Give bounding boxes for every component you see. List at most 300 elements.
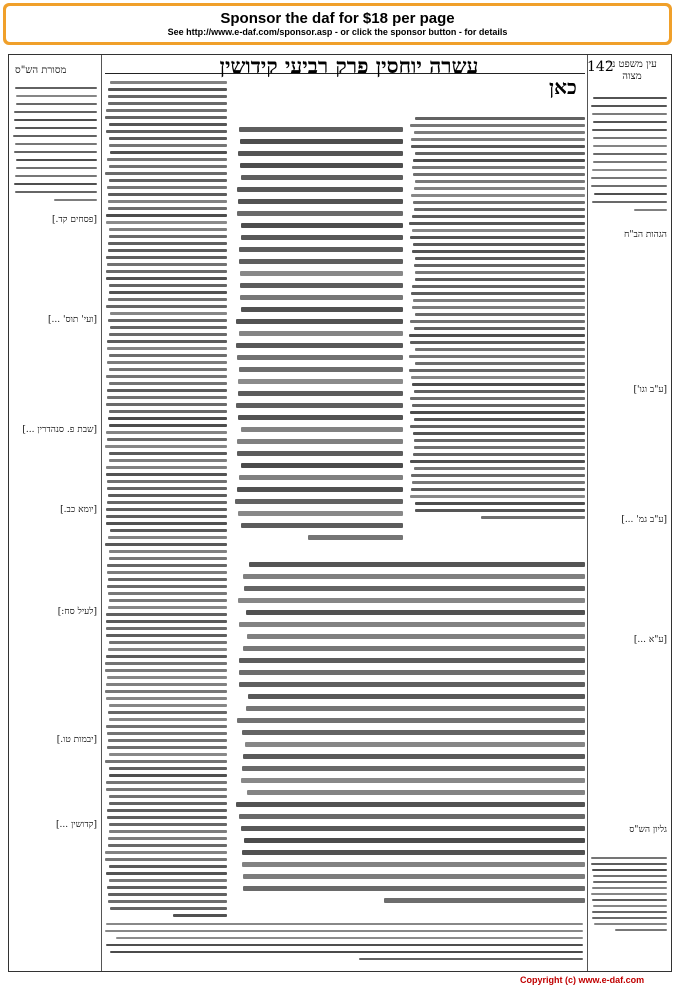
text-line — [106, 375, 227, 378]
text-line — [108, 242, 227, 245]
text-line — [415, 117, 585, 120]
text-line — [592, 869, 667, 871]
text-line — [107, 186, 228, 189]
text-line — [109, 137, 227, 140]
text-line — [105, 116, 227, 119]
text-line — [244, 586, 585, 591]
text-line — [106, 627, 227, 630]
text-line — [106, 403, 227, 406]
text-line — [107, 158, 227, 161]
text-line — [107, 501, 227, 504]
gemara-text-lower — [235, 560, 585, 910]
text-line — [14, 183, 97, 185]
text-line — [105, 690, 227, 693]
text-line — [413, 243, 585, 246]
text-line — [414, 131, 585, 134]
text-line — [109, 802, 227, 805]
text-line — [108, 578, 227, 581]
text-line — [110, 951, 583, 953]
text-line — [109, 354, 227, 357]
text-line — [593, 97, 667, 99]
text-line — [107, 809, 227, 812]
copyright-link[interactable]: Copyright (c) www.e-daf.com — [520, 975, 645, 985]
text-line — [109, 718, 227, 721]
text-line — [237, 187, 403, 192]
text-line — [412, 250, 585, 253]
text-line — [308, 535, 403, 540]
text-line — [107, 816, 227, 819]
text-line — [110, 529, 227, 532]
text-line — [593, 875, 667, 877]
text-line — [412, 215, 585, 218]
text-line — [241, 463, 403, 468]
talmud-page — [8, 54, 672, 972]
text-line — [109, 823, 227, 826]
text-line — [243, 874, 585, 879]
text-line — [107, 732, 227, 735]
text-line — [238, 511, 403, 516]
text-line — [594, 193, 667, 195]
text-line — [109, 452, 227, 455]
text-line — [106, 872, 227, 875]
text-line — [54, 199, 97, 201]
text-line — [413, 173, 585, 176]
text-line — [238, 598, 585, 603]
text-line — [107, 886, 227, 889]
text-line — [108, 536, 227, 539]
text-line — [592, 113, 667, 115]
text-line — [108, 648, 227, 651]
margin-ref: גליון הש"ס — [629, 825, 667, 835]
text-line — [106, 613, 227, 616]
text-line — [410, 236, 585, 239]
text-line — [411, 376, 585, 379]
text-line — [592, 169, 667, 171]
margin-ref: [שבת פ. סנהדרין ...] — [22, 425, 97, 435]
text-line — [592, 129, 667, 131]
text-line — [16, 167, 97, 169]
text-line — [15, 87, 97, 89]
text-line — [245, 742, 585, 747]
text-line — [107, 564, 227, 567]
text-line — [413, 432, 585, 435]
text-line — [239, 475, 403, 480]
text-line — [412, 404, 585, 407]
text-line — [109, 382, 227, 385]
text-line — [411, 194, 585, 197]
text-line — [108, 417, 227, 420]
text-line — [236, 802, 585, 807]
text-line — [105, 851, 227, 854]
text-line — [591, 893, 667, 895]
text-line — [105, 662, 227, 665]
text-line — [236, 343, 403, 348]
text-line — [411, 488, 585, 491]
text-line — [14, 119, 97, 121]
text-line — [109, 235, 227, 238]
text-line — [414, 418, 585, 421]
text-line — [409, 369, 585, 372]
text-line — [242, 766, 585, 771]
text-line — [412, 306, 585, 309]
text-line — [591, 857, 667, 859]
text-line — [110, 312, 227, 315]
text-line — [239, 814, 585, 819]
text-line — [106, 270, 227, 273]
text-line — [16, 103, 97, 105]
text-line — [108, 837, 227, 840]
text-line — [109, 179, 227, 182]
text-line — [106, 788, 227, 791]
text-line — [242, 850, 585, 855]
text-line — [106, 473, 227, 476]
text-line — [415, 152, 585, 155]
text-line — [108, 200, 227, 203]
gemara-text — [235, 125, 403, 545]
text-line — [107, 347, 227, 350]
text-line — [106, 725, 227, 728]
text-line — [241, 307, 403, 312]
text-line — [108, 249, 227, 252]
text-line — [107, 480, 227, 483]
text-line — [108, 102, 227, 105]
opening-word: כאן — [549, 75, 577, 99]
sponsor-subtitle[interactable]: See http://www.e-daf.com/sponsor.asp - or click the sponsor button - for details — [167, 27, 508, 37]
text-line — [14, 111, 97, 113]
text-line — [14, 151, 97, 153]
text-line — [106, 109, 227, 112]
text-line — [108, 298, 227, 301]
text-line — [415, 278, 585, 281]
text-line — [107, 396, 227, 399]
text-line — [239, 331, 403, 336]
text-line — [412, 383, 585, 386]
text-line — [243, 574, 585, 579]
text-line — [410, 341, 585, 344]
text-line — [240, 271, 404, 276]
text-line — [237, 355, 403, 360]
text-line — [412, 166, 585, 169]
text-line — [409, 222, 585, 225]
text-line — [108, 844, 227, 847]
text-line — [109, 795, 227, 798]
rashi-commentary — [409, 115, 585, 525]
text-line — [246, 610, 585, 615]
text-line — [593, 137, 667, 139]
text-line — [243, 886, 585, 891]
text-line — [15, 127, 97, 129]
text-line — [592, 917, 667, 919]
text-line — [110, 326, 227, 329]
text-line — [411, 474, 585, 477]
text-line — [110, 151, 227, 154]
text-line — [109, 774, 227, 777]
text-line — [238, 379, 403, 384]
margin-ref: [יבמות טו.] — [56, 735, 97, 745]
text-line — [243, 754, 585, 759]
text-line — [239, 670, 586, 675]
text-line — [410, 425, 585, 428]
text-line — [239, 127, 403, 132]
text-line — [237, 487, 403, 492]
text-line — [615, 929, 667, 931]
text-line — [240, 163, 403, 168]
text-line — [593, 145, 667, 147]
margin-ref: [ע"ב גמ' ...] — [621, 515, 667, 525]
text-line — [412, 285, 585, 288]
text-line — [412, 229, 585, 232]
text-line — [415, 271, 585, 274]
text-line — [241, 427, 403, 432]
text-line — [16, 95, 97, 97]
text-line — [413, 159, 585, 162]
masoret-hashas-title: מסורת הש"ס — [15, 65, 67, 76]
text-line — [109, 557, 227, 560]
text-line — [415, 313, 585, 316]
text-line — [237, 439, 403, 444]
text-line — [106, 620, 227, 623]
text-line — [106, 697, 227, 700]
text-line — [173, 914, 227, 917]
text-line — [241, 235, 403, 240]
text-line — [108, 592, 227, 595]
text-line — [591, 177, 667, 179]
text-line — [106, 508, 227, 511]
ein-mishpat-title: עין משפט נר מצוה — [607, 59, 657, 82]
text-line — [106, 305, 227, 308]
text-line — [105, 172, 227, 175]
text-line — [108, 900, 227, 903]
text-line — [592, 201, 668, 203]
text-line — [237, 718, 585, 723]
margin-ref: [לעיל סח:] — [57, 607, 97, 617]
text-line — [107, 389, 227, 392]
margin-ref: [יומא כב.] — [60, 505, 97, 515]
text-line — [109, 641, 227, 644]
text-line — [414, 327, 585, 330]
text-line — [238, 391, 403, 396]
text-line — [107, 487, 227, 490]
text-line — [414, 264, 585, 267]
text-line — [109, 368, 227, 371]
text-line — [106, 634, 227, 637]
text-line — [106, 655, 227, 658]
text-line — [106, 256, 227, 259]
text-line — [110, 907, 228, 910]
text-line — [16, 159, 97, 161]
text-line — [109, 410, 227, 413]
text-line — [238, 151, 403, 156]
text-line — [241, 223, 403, 228]
margin-ref: [ע"א ...] — [633, 635, 667, 645]
text-line — [13, 135, 97, 137]
text-line — [105, 669, 227, 672]
text-line — [109, 550, 227, 553]
text-line — [106, 431, 227, 434]
column-divider-right — [587, 55, 588, 971]
text-line — [591, 105, 667, 107]
text-line — [411, 145, 585, 148]
text-line — [415, 180, 585, 183]
text-line — [413, 201, 585, 204]
text-line — [591, 185, 667, 187]
text-line — [108, 193, 227, 196]
text-line — [109, 753, 227, 756]
text-line — [247, 634, 585, 639]
text-line — [415, 362, 585, 365]
text-line — [106, 515, 227, 518]
text-line — [242, 730, 585, 735]
text-line — [105, 543, 227, 546]
page-header: עשרה יוחסין פרק רביעי קידושין — [219, 53, 479, 78]
text-line — [415, 257, 585, 260]
text-line — [15, 143, 97, 145]
text-line — [593, 161, 667, 163]
text-line — [240, 283, 403, 288]
sponsor-banner-inner[interactable] — [6, 6, 669, 42]
text-line — [107, 585, 227, 588]
masoret-hashas-text — [13, 85, 97, 205]
text-line — [106, 466, 227, 469]
text-line — [410, 460, 585, 463]
text-line — [107, 263, 227, 266]
text-line — [107, 361, 227, 364]
text-line — [410, 411, 585, 414]
margin-ref: הגהות הב"ח — [624, 230, 667, 240]
text-line — [109, 144, 227, 147]
text-line — [108, 711, 227, 714]
text-line — [244, 838, 585, 843]
margin-ref: [ועי' תוס' ...] — [48, 315, 97, 325]
text-line — [105, 930, 583, 932]
text-line — [106, 522, 227, 525]
text-line — [591, 863, 667, 865]
sponsor-title[interactable]: Sponsor the daf for $18 per page — [220, 10, 455, 27]
text-line — [236, 319, 403, 324]
text-line — [241, 778, 585, 783]
text-line — [359, 958, 583, 960]
text-line — [242, 862, 585, 867]
text-line — [413, 453, 585, 456]
text-line — [239, 259, 403, 264]
text-line — [247, 790, 585, 795]
text-line — [241, 826, 585, 831]
margin-ref: [קדושין ...] — [56, 820, 97, 830]
text-line — [414, 446, 585, 449]
text-line — [106, 221, 228, 224]
text-line — [107, 571, 227, 574]
text-line — [237, 211, 403, 216]
sponsor-banner[interactable] — [3, 3, 672, 45]
text-line — [239, 367, 403, 372]
text-line — [249, 562, 585, 567]
text-line — [409, 334, 585, 337]
text-line — [240, 295, 403, 300]
text-line — [411, 138, 585, 141]
text-line — [108, 494, 227, 497]
text-line — [105, 445, 227, 448]
text-line — [109, 767, 227, 770]
text-line — [15, 191, 97, 193]
text-line — [108, 606, 227, 609]
text-line — [414, 187, 585, 190]
text-line — [384, 898, 585, 903]
text-line — [413, 299, 585, 302]
text-line — [592, 899, 667, 901]
ein-mishpat-text — [591, 95, 667, 215]
text-line — [108, 207, 227, 210]
text-line — [15, 175, 97, 177]
page-number: 142 — [587, 59, 614, 75]
text-line — [109, 333, 227, 336]
text-line — [415, 348, 585, 351]
text-line — [105, 858, 227, 861]
text-line — [105, 760, 227, 763]
text-line — [593, 905, 667, 907]
text-line — [238, 415, 403, 420]
text-line — [107, 438, 227, 441]
text-line — [116, 937, 583, 939]
text-line — [109, 830, 227, 833]
text-line — [414, 390, 585, 393]
text-line — [410, 495, 585, 498]
text-line — [592, 911, 667, 913]
text-line — [411, 292, 585, 295]
text-line — [240, 139, 403, 144]
text-line — [410, 124, 585, 127]
text-line — [415, 509, 585, 512]
text-line — [239, 658, 585, 663]
footnotes — [105, 921, 583, 967]
text-line — [110, 81, 227, 84]
text-line — [106, 923, 583, 925]
text-line — [243, 646, 585, 651]
text-line — [106, 130, 227, 133]
text-line — [109, 704, 227, 707]
text-line — [109, 284, 227, 287]
text-line — [109, 879, 227, 882]
text-line — [108, 95, 227, 98]
text-line — [236, 403, 403, 408]
text-line — [414, 439, 585, 442]
text-line — [481, 516, 585, 519]
text-line — [409, 355, 585, 358]
text-line — [592, 887, 667, 889]
text-line — [108, 319, 227, 322]
text-line — [235, 499, 403, 504]
text-line — [415, 502, 585, 505]
text-line — [107, 676, 227, 679]
text-line — [109, 424, 227, 427]
text-line — [412, 481, 585, 484]
text-line — [109, 291, 227, 294]
tosafot-commentary — [105, 79, 227, 919]
text-line — [108, 739, 227, 742]
text-line — [109, 459, 227, 462]
text-line — [109, 165, 227, 168]
text-line — [106, 781, 227, 784]
text-line — [237, 451, 403, 456]
text-line — [241, 175, 403, 180]
text-line — [109, 865, 227, 868]
text-line — [106, 214, 227, 217]
text-line — [593, 153, 667, 155]
text-line — [238, 199, 403, 204]
text-line — [107, 746, 227, 749]
text-line — [106, 277, 227, 280]
text-line — [248, 694, 585, 699]
text-line — [239, 247, 403, 252]
